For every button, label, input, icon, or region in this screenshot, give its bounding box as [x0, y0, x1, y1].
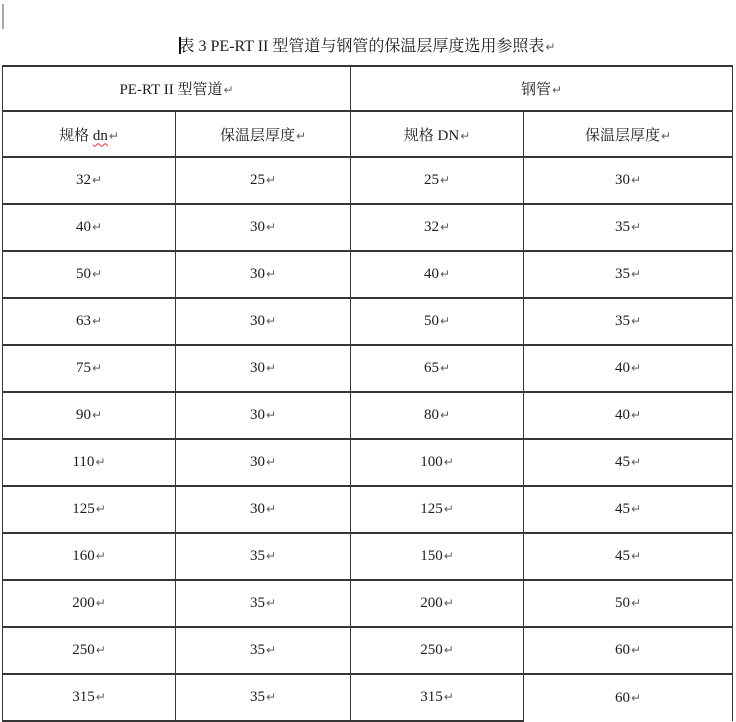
table-cell[interactable] — [524, 533, 733, 580]
paragraph-mark: ↵ — [439, 361, 451, 375]
table-row — [3, 533, 733, 580]
paragraph-mark: ↵ — [265, 643, 277, 657]
table-cell[interactable] — [524, 345, 733, 392]
cell-value: 32 — [423, 219, 439, 235]
table-cell[interactable] — [351, 204, 524, 251]
paragraph-mark: ↵ — [91, 267, 103, 281]
cell-value: 35 — [249, 548, 265, 564]
paragraph-mark: ↵ — [630, 455, 642, 469]
cell-value: 40 — [614, 360, 630, 376]
paragraph-mark: ↵ — [630, 549, 642, 563]
cell-value: 30 — [249, 219, 265, 235]
paragraph-mark: ↵ — [223, 83, 234, 97]
cell-value: 50 — [75, 266, 91, 282]
table-cell[interactable] — [176, 392, 351, 439]
paragraph-mark: ↵ — [295, 128, 307, 143]
column-header-row — [3, 111, 733, 157]
column-header-label: 规格 — [403, 127, 438, 144]
table-cell[interactable] — [3, 298, 176, 345]
paragraph-mark: ↵ — [545, 40, 556, 54]
paragraph-mark: ↵ — [265, 361, 277, 375]
cell-value: 200 — [72, 595, 95, 611]
table-row — [3, 345, 733, 392]
paragraph-mark: ↵ — [630, 361, 642, 375]
cell-value: 35 — [249, 689, 265, 705]
table-cell[interactable] — [351, 674, 524, 721]
table-cell[interactable] — [176, 627, 351, 674]
cell-value: 315 — [420, 689, 443, 705]
table-cell[interactable] — [176, 580, 351, 627]
cell-value: 35 — [614, 266, 630, 282]
paragraph-mark: ↵ — [439, 314, 451, 328]
cell-value: 50 — [423, 313, 439, 329]
cell-value: 25 — [423, 172, 439, 188]
table-cell[interactable] — [3, 674, 176, 721]
paragraph-mark: ↵ — [443, 549, 454, 563]
table-cell[interactable] — [3, 486, 176, 533]
paragraph-mark: ↵ — [108, 128, 119, 143]
table-cell[interactable] — [3, 157, 176, 204]
group-header-steel-pipe[interactable] — [351, 66, 733, 111]
paragraph-mark: ↵ — [443, 690, 454, 704]
table-cell[interactable] — [176, 204, 351, 251]
column-header-code: DN — [437, 127, 460, 144]
cell-value: 160 — [72, 548, 95, 564]
cell-value: 40 — [423, 266, 439, 282]
table-cell[interactable] — [3, 627, 176, 674]
paragraph-mark: ↵ — [95, 502, 106, 516]
paragraph-mark: ↵ — [265, 502, 277, 516]
table-cell[interactable] — [351, 157, 524, 204]
cell-value: 30 — [249, 454, 265, 470]
column-header-cell[interactable] — [351, 111, 524, 157]
table-cell[interactable] — [176, 251, 351, 298]
cell-value: 40 — [75, 219, 91, 235]
table-cell[interactable] — [351, 392, 524, 439]
paragraph-mark: ↵ — [443, 643, 454, 657]
table-cell[interactable] — [176, 533, 351, 580]
table-cell[interactable] — [524, 486, 733, 533]
table-row — [3, 439, 733, 486]
paragraph-mark: ↵ — [443, 596, 454, 610]
paragraph-mark: ↵ — [443, 455, 454, 469]
table-cell[interactable] — [524, 204, 733, 251]
table-caption-line[interactable] — [2, 36, 732, 58]
cell-value: 125 — [420, 501, 443, 517]
cell-value: 45 — [614, 548, 630, 564]
paragraph-mark: ↵ — [660, 128, 672, 143]
table-cell[interactable] — [524, 580, 733, 627]
table-cell[interactable] — [3, 580, 176, 627]
paragraph-mark: ↵ — [265, 455, 277, 469]
cell-value: 25 — [249, 172, 265, 188]
paragraph-mark: ↵ — [95, 549, 106, 563]
paragraph-mark: ↵ — [439, 173, 451, 187]
cell-value: 63 — [75, 313, 91, 329]
cell-value: 75 — [75, 360, 91, 376]
table-cell[interactable] — [3, 251, 176, 298]
table-cell[interactable] — [3, 392, 176, 439]
cell-value: 30 — [249, 313, 265, 329]
paragraph-mark: ↵ — [551, 83, 563, 97]
column-header-code: dn — [92, 127, 108, 144]
cell-value: 100 — [420, 454, 443, 470]
cell-value: 30 — [249, 266, 265, 282]
table-cell[interactable] — [3, 533, 176, 580]
cell-value: 125 — [72, 501, 95, 517]
paragraph-mark: ↵ — [630, 596, 642, 610]
paragraph-mark: ↵ — [630, 408, 642, 422]
cell-value: 30 — [249, 360, 265, 376]
table-cell[interactable] — [351, 298, 524, 345]
column-header-cell[interactable] — [524, 111, 733, 157]
cell-value: 50 — [614, 595, 630, 611]
paragraph-mark: ↵ — [265, 314, 277, 328]
cell-value: 30 — [249, 407, 265, 423]
cell-value: 35 — [249, 642, 265, 658]
group-header-label: 钢管 — [520, 82, 551, 98]
table-body — [3, 157, 733, 721]
paragraph-mark: ↵ — [265, 173, 277, 187]
paragraph-mark: ↵ — [630, 267, 642, 281]
paragraph-mark: ↵ — [265, 220, 277, 234]
table-row — [3, 251, 733, 298]
table-cell[interactable] — [176, 157, 351, 204]
cell-value: 45 — [614, 454, 630, 470]
cell-value: 30 — [249, 501, 265, 517]
paragraph-mark: ↵ — [630, 220, 642, 234]
column-header-label: 保温层厚度 — [219, 127, 295, 144]
paragraph-mark: ↵ — [265, 549, 277, 563]
paragraph-mark: ↵ — [91, 361, 103, 375]
paragraph-mark: ↵ — [265, 267, 277, 281]
cell-value: 200 — [420, 595, 443, 611]
table-row — [3, 486, 733, 533]
table-cell[interactable] — [524, 674, 733, 721]
paragraph-mark: ↵ — [91, 173, 103, 187]
table-cell[interactable] — [351, 533, 524, 580]
paragraph-mark: ↵ — [265, 408, 277, 422]
paragraph-mark: ↵ — [265, 690, 277, 704]
column-header-cell[interactable] — [3, 111, 176, 157]
cell-value: 32 — [75, 172, 91, 188]
cell-value: 40 — [614, 407, 630, 423]
table-cell[interactable] — [524, 251, 733, 298]
table-cell[interactable] — [176, 298, 351, 345]
table-row — [3, 392, 733, 439]
group-header-row — [3, 66, 733, 111]
table-cell[interactable] — [176, 439, 351, 486]
table-cell[interactable] — [524, 157, 733, 204]
table-cell[interactable] — [351, 580, 524, 627]
group-header-label: PE-RT II 型管道 — [119, 82, 223, 98]
cell-value: 65 — [423, 360, 439, 376]
paragraph-mark: ↵ — [443, 502, 454, 516]
table-cell[interactable] — [524, 298, 733, 345]
cell-value: 35 — [614, 219, 630, 235]
paragraph-mark: ↵ — [630, 690, 642, 705]
table-cell[interactable] — [524, 439, 733, 486]
paragraph-mark: ↵ — [265, 596, 277, 610]
paragraph-mark: ↵ — [95, 690, 106, 704]
paragraph-mark: ↵ — [630, 643, 642, 657]
cell-value: 60 — [614, 689, 630, 706]
paragraph-mark: ↵ — [95, 596, 106, 610]
table-cell[interactable] — [351, 251, 524, 298]
cell-value: 110 — [72, 454, 95, 470]
paragraph-mark: ↵ — [91, 314, 103, 328]
paragraph-mark: ↵ — [95, 643, 106, 657]
cell-value: 250 — [420, 642, 443, 658]
table-row — [3, 157, 733, 204]
cell-value: 45 — [614, 501, 630, 517]
paragraph-mark: ↵ — [95, 455, 106, 469]
table-cell[interactable] — [524, 627, 733, 674]
cell-value: 150 — [420, 548, 443, 564]
column-header-label: 规格 — [59, 127, 93, 144]
paragraph-mark: ↵ — [630, 502, 642, 516]
paragraph-mark: ↵ — [460, 128, 471, 143]
table-cell[interactable] — [351, 486, 524, 533]
table-cell[interactable] — [351, 627, 524, 674]
column-header-cell[interactable] — [176, 111, 351, 157]
table-cell[interactable] — [176, 486, 351, 533]
cell-value: 80 — [423, 407, 439, 423]
table-cell[interactable] — [351, 345, 524, 392]
paragraph-mark: ↵ — [439, 267, 451, 281]
table-cell[interactable] — [176, 674, 351, 721]
group-header-pert-pipe[interactable] — [3, 66, 351, 111]
table-row — [3, 580, 733, 627]
table-cell[interactable] — [524, 392, 733, 439]
cell-value: 35 — [249, 595, 265, 611]
table-cell[interactable] — [3, 345, 176, 392]
cropped-border-fragment — [2, 4, 4, 29]
table-cell[interactable] — [3, 439, 176, 486]
paragraph-mark: ↵ — [91, 408, 103, 422]
cell-value: 60 — [614, 642, 630, 658]
table-row — [3, 627, 733, 674]
table-caption: 表 3 PE-RT II 型管道与钢管的保温层厚度选用参照表 — [178, 38, 545, 55]
cell-value: 35 — [614, 313, 630, 329]
table-row — [3, 204, 733, 251]
paragraph-mark: ↵ — [91, 220, 103, 234]
insulation-thickness-table — [2, 65, 733, 722]
paragraph-mark: ↵ — [439, 408, 451, 422]
table-row — [3, 674, 733, 721]
table-cell[interactable] — [3, 204, 176, 251]
table-cell[interactable] — [351, 439, 524, 486]
cell-value: 315 — [72, 689, 95, 705]
cell-value: 250 — [72, 642, 95, 658]
table-row — [3, 298, 733, 345]
column-header-label: 保温层厚度 — [584, 127, 660, 144]
table-cell[interactable] — [176, 345, 351, 392]
paragraph-mark: ↵ — [630, 314, 642, 328]
paragraph-mark: ↵ — [439, 220, 451, 234]
cell-value: 90 — [75, 407, 91, 423]
paragraph-mark: ↵ — [630, 173, 642, 187]
cell-value: 30 — [614, 172, 630, 188]
